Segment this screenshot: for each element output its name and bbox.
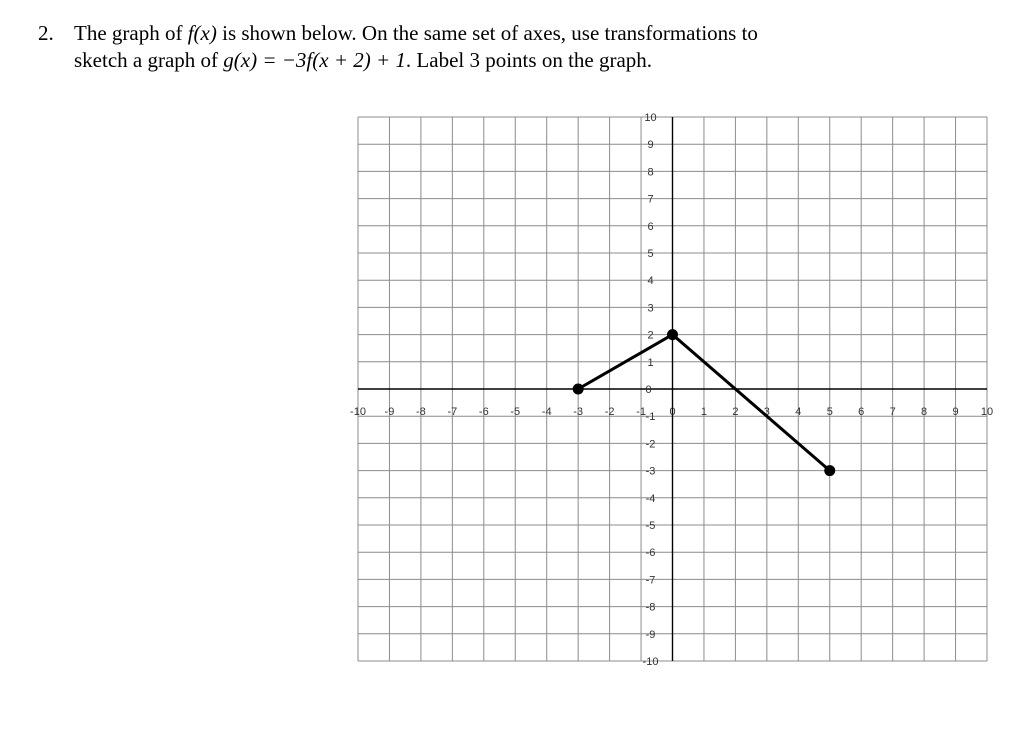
x-tick-label: 8	[921, 406, 928, 418]
function-f-notation: f(x)	[187, 21, 217, 45]
question-line-1-part-3: is shown below. On the same set of axes, use transformations to	[216, 21, 758, 45]
x-tick-label: -7	[447, 406, 458, 418]
x-tick-label: 7	[889, 406, 896, 418]
x-tick-label: -9	[384, 406, 395, 418]
x-tick-label: -5	[510, 406, 521, 418]
y-tick-label: 9	[647, 139, 654, 152]
x-tick-label: 2	[732, 406, 739, 418]
y-tick-label: 0	[645, 384, 652, 396]
y-tick-label: -5	[645, 520, 656, 532]
y-tick-label: 3	[647, 302, 654, 315]
x-tick-label: -2	[604, 406, 615, 418]
question-line-1-part-1: The graph of	[74, 21, 188, 45]
x-tick-label: -3	[573, 406, 584, 418]
y-tick-label: -4	[645, 492, 656, 505]
x-tick-label: 6	[858, 406, 865, 418]
x-tick-label: -8	[416, 406, 426, 418]
y-tick-label: -1	[645, 411, 656, 424]
y-tick-label: 2	[647, 329, 654, 342]
x-tick-label: 5	[826, 406, 833, 418]
x-tick-label: 9	[952, 406, 959, 418]
x-tick-label: 3	[763, 406, 770, 418]
data-point	[824, 465, 835, 476]
y-tick-label: -10	[642, 656, 659, 668]
function-g-equation: g(x) = −3f(x + 2) + 1	[223, 48, 406, 72]
x-tick-label: -10	[350, 406, 366, 418]
x-tick-label: 10	[980, 406, 994, 418]
question-line-2-part-1: sketch a graph of	[74, 48, 224, 72]
x-tick-label: 1	[700, 406, 708, 418]
y-tick-label: 7	[647, 193, 654, 206]
x-tick-label: -6	[478, 406, 489, 418]
y-tick-label: -6	[645, 547, 656, 560]
y-tick-label: 8	[647, 166, 654, 179]
data-point	[573, 384, 584, 395]
question-line-2-part-3: . Label 3 points on the graph.	[405, 48, 653, 72]
y-tick-label: -7	[645, 574, 656, 587]
x-tick-label: -1	[636, 406, 646, 418]
data-point	[667, 329, 678, 340]
x-tick-label: 4	[795, 406, 802, 418]
x-tick-label: 0	[669, 406, 676, 418]
y-tick-label: 1	[647, 356, 654, 369]
y-tick-label: 6	[647, 220, 654, 233]
x-tick-label: -4	[541, 406, 552, 418]
y-tick-label: 4	[647, 275, 654, 288]
y-tick-label: -2	[645, 438, 656, 451]
question-number: 2.	[38, 21, 54, 45]
y-tick-label: 10	[644, 112, 657, 124]
y-tick-label: -8	[645, 601, 656, 614]
y-tick-label: -3	[645, 465, 656, 478]
y-tick-label: 5	[647, 248, 654, 260]
y-tick-label: -9	[645, 628, 656, 641]
